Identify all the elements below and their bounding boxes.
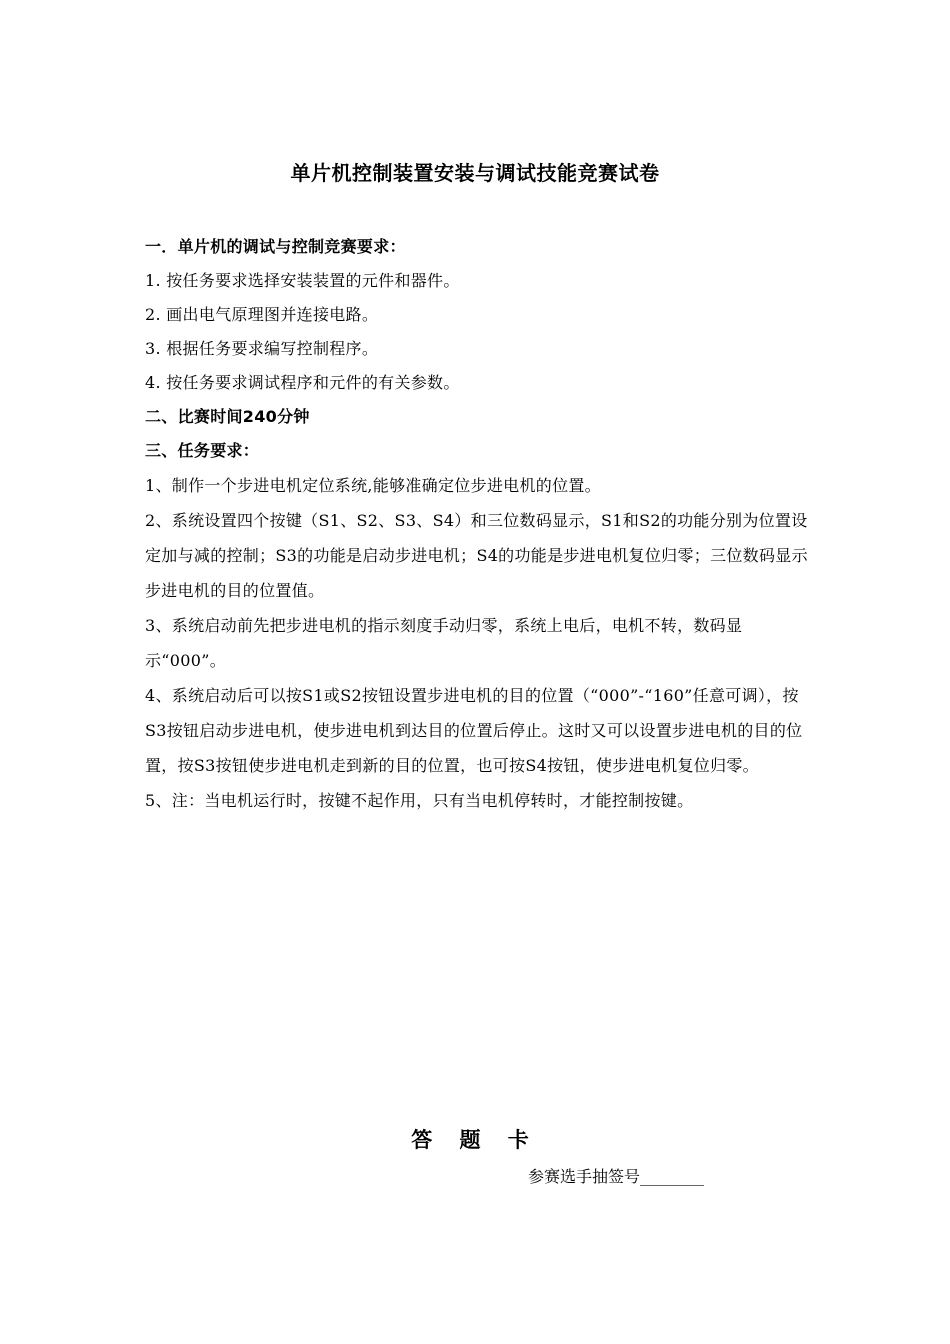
requirement-item: 3. 根据任务要求编写控制程序。: [145, 339, 379, 358]
document-body: [145, 230, 815, 818]
requirement-item: 1. 按任务要求选择安装装置的元件和器件。: [145, 271, 460, 290]
task-item: 5、注：当电机运行时，按键不起作用，只有当电机停转时，才能控制按键。: [145, 791, 694, 810]
task-item: 4、系统启动后可以按S1或S2按钮设置步进电机的目的位置（“000”-“160”任意可调），按S3按钮启动步进电机，使步进电机到达目的位置后停止。这时又可以设置步进电机的目的位置，按S3按钮使步进电机走到新的目的位置，也可按S4按钮，使步进电机复位归零。: [145, 686, 803, 775]
answer-card-title: 答 题 卡: [411, 1128, 539, 1152]
document-title: 单片机控制装置安装与调试技能竞赛试卷: [290, 161, 660, 185]
requirement-item: 4. 按任务要求调试程序和元件的有关参数。: [145, 373, 460, 392]
section-heading-time: 二、比赛时间240分钟: [145, 407, 310, 426]
task-item: 3、系统启动前先把步进电机的指示刻度手动归零，系统上电后，电机不转，数码显示“000”。: [145, 616, 743, 670]
section-heading-requirements: 一．单片机的调试与控制竞赛要求：: [145, 237, 406, 256]
draw-number-field: 参赛选手抽签号________: [528, 1167, 705, 1186]
requirement-item: 2. 画出电气原理图并连接电路。: [145, 305, 379, 324]
section-heading-tasks: 三、任务要求：: [145, 441, 260, 460]
task-item: 1、制作一个步进电机定位系统,能够准确定位步进电机的位置。: [145, 476, 601, 495]
task-item: 2、系统设置四个按键（S1、S2、S3、S4）和三位数码显示，S1和S2的功能分别为位置设定加与减的控制；S3的功能是启动步进电机；S4的功能是步进电机复位归零；三位数码显示步进电机的目的位置值。: [145, 511, 808, 600]
